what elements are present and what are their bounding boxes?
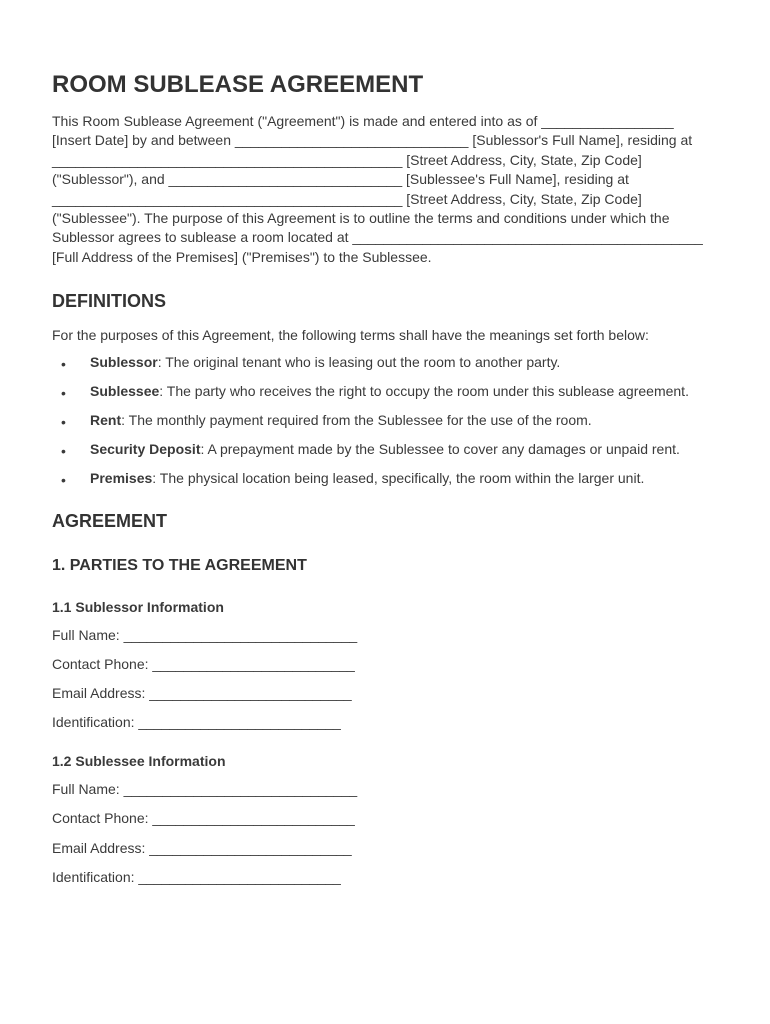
sublessee-full-name-field: Full Name: ______________________________ [52, 781, 358, 798]
agreement-heading: AGREEMENT [52, 510, 168, 531]
sublessor-info-heading: 1.1 Sublessor Information [52, 598, 224, 615]
definition-term: Sublessee [90, 383, 160, 400]
definition-term: Premises [90, 470, 153, 487]
intro-paragraph: This Room Sublease Agreement ("Agreement") is made and entered into as of _________________ [Insert Date] by and between ______________________________ [Sublessor's Full Name], residing at _____________________________________________ [Street Address, City, State, Zip Code] ("Sublessor"), and ______________________________ [Sublessee's Full Name], residing at _____________________________________________ [Street Address, City, State, Zip Code] ("Sublessee"). The purpose of this Agreement is to outline the terms and conditions under which the Sublessor agrees to sublease a room located at _____________________________________________ [Full Address of the Premises] ("Premises") to the Sublessee. [52, 113, 703, 265]
sublessor-identification-field: Identification: __________________________ [52, 714, 341, 731]
sublessor-fields [52, 626, 718, 733]
definition-term: Security Deposit [90, 441, 201, 458]
definition-text: : The physical location being leased, specifically, the room within the larger unit. [152, 470, 645, 487]
definition-item-rent [52, 411, 714, 430]
sublessee-contact-phone-field: Contact Phone: __________________________ [52, 810, 355, 827]
document-title: ROOM SUBLEASE AGREEMENT [52, 71, 424, 98]
definition-text: : The monthly payment required from the Sublessee for the use of the room. [121, 412, 592, 429]
definition-text: : The original tenant who is leasing out the room to another party. [157, 354, 561, 371]
definition-item-security-deposit [52, 440, 714, 459]
bullet-icon: • [61, 414, 66, 431]
definition-text: : The party who receives the right to occupy the room under this sublease agreement. [159, 383, 689, 400]
bullet-icon: • [61, 385, 66, 402]
sublessor-email-field: Email Address: __________________________ [52, 685, 352, 702]
definitions-list [52, 353, 718, 488]
sublessee-fields [52, 780, 718, 887]
bullet-icon: • [61, 356, 66, 373]
sublessor-full-name-field: Full Name: ______________________________ [52, 626, 358, 643]
definition-text: : A prepayment made by the Sublessee to cover any damages or unpaid rent. [200, 441, 680, 458]
definition-term: Sublessor [90, 354, 158, 371]
definition-item-premises [52, 469, 714, 488]
definition-item-sublessee [52, 382, 714, 401]
bullet-icon: • [61, 443, 66, 460]
definitions-heading: DEFINITIONS [52, 291, 167, 312]
definition-item-sublessor [52, 353, 714, 372]
definitions-intro: For the purposes of this Agreement, the following terms shall have the meanings set forth below: [52, 327, 649, 344]
sublessee-email-field: Email Address: __________________________ [52, 839, 352, 856]
sublessor-contact-phone-field: Contact Phone: __________________________ [52, 655, 355, 672]
bullet-icon: • [61, 472, 66, 489]
definition-term: Rent [90, 412, 122, 429]
sublessee-info-heading: 1.2 Sublessee Information [52, 753, 226, 770]
parties-heading: 1. PARTIES TO THE AGREEMENT [52, 556, 307, 574]
sublessee-identification-field: Identification: __________________________ [52, 868, 341, 885]
